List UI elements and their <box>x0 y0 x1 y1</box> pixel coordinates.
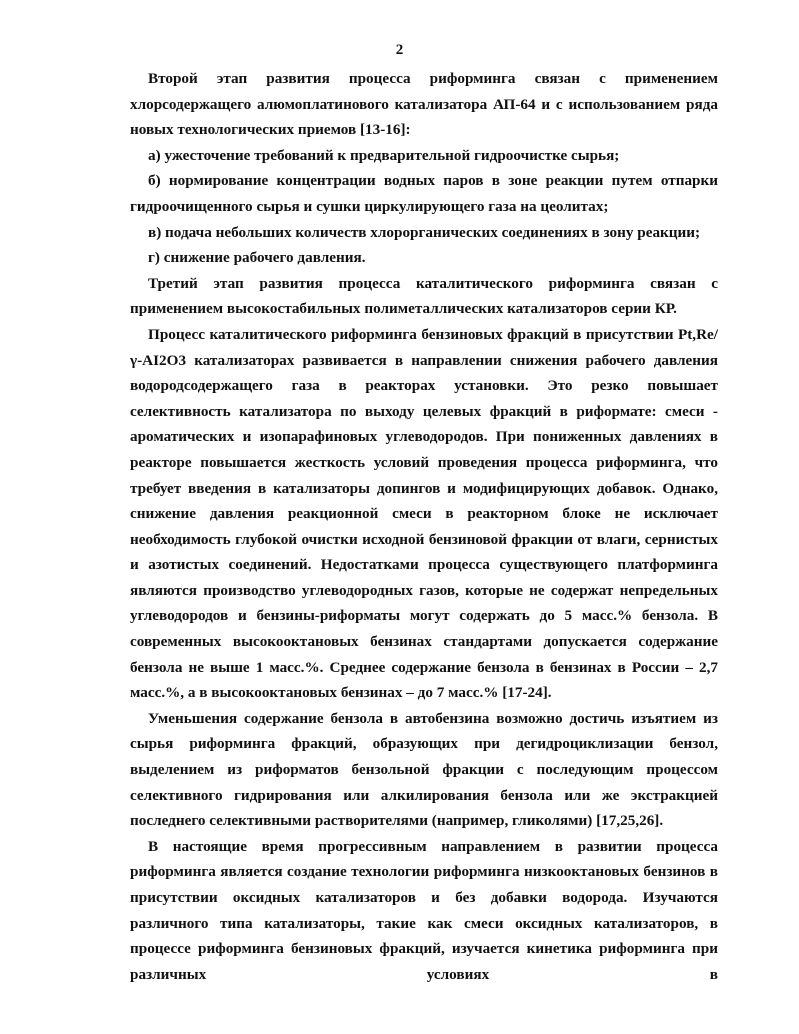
list-item-a: а) ужесточение требований к предварительной гидроочистке сырья; <box>148 146 620 164</box>
paragraph-second-stage: Второй этап развития процесса риформинга связан с применением хлорсодержащего алюмоплатинового катализатора АП-64 и с использованием ряда новых технологических приемов [13-16]: <box>130 70 718 139</box>
paragraph-catalytic-process: Процесс каталитического риформинга бензиновых фракций в присутствии Pt,Re/γ-AI2O3 катализаторах развивается в направлении снижения рабочего давления водородсодержащего газа в реакторах установки. Это резко повышает селективность катализатора по выходу целевых фракций в риформате: смеси - ароматических и изопарафиновых углеводородов. При пониженных давлениях в реакторе повышается жесткость условий проведения процесса риформинга, что требует введения в катализаторы допингов и модифицирующих добавок. Однако, снижение давления реакционной смеси в реакторном блоке не исключает необходимость глубокой очистки исходной бензиновой фракции от влаги, сернистых и азотистых соединений. Недостатками процесса существующего платформинга являются производство углеводородных газов, которые не содержат непредельных углеводородов и бензины-риформаты могут содержать до 5 масс.% бензола. В современных высокооктановых бензинах стандартами допускается содержание бензола не выше 1 масс.%. Среднее содержание бензола в бензинах в России – 2,7 масс.%, а в высокооктановых бензинах – до 7 масс.% [17-24]. <box>130 325 718 702</box>
paragraph-third-stage: Третий этап развития процесса каталитического риформинга связан с применением высокостабильных полиметаллических катализаторов серии КР. <box>130 274 718 318</box>
list-item-c: в) подача небольших количеств хлорорганических соединениях в зону реакции; <box>148 223 701 241</box>
paragraph-benzene-reduction: Уменьшения содержание бензола в автобензина возможно достичь изъятием из сырья риформинга фракций, образующих при дегидроциклизации бензол, выделением из риформатов бензольной фракции с последующим процессом селективного гидрирования или алкилирования бензола или же экстракцией последнего селективными растворителями (например, гликолями) [17,25,26]. <box>130 709 718 830</box>
list-item-b: б) нормирование концентрации водных паров в зоне реакции путем отпарки гидроочищенного сырья и сушки циркулирующего газа на цеолитах; <box>130 172 718 215</box>
page-number: 2 <box>395 42 404 58</box>
document-body <box>130 66 718 987</box>
list-item-d: г) снижение рабочего давления. <box>148 249 366 267</box>
paragraph-current-direction: В настоящие время прогрессивным направлением в развитии процесса риформинга является создание технологии риформинга низкооктановых бензинов в присутствии оксидных катализаторов и без добавки водорода. Изучаются различного типа катализаторы, такие как смеси оксидных катализаторов, в процессе риформинга бензиновых фракций, изучается кинетика риформинга при различных условиях в <box>130 837 718 983</box>
